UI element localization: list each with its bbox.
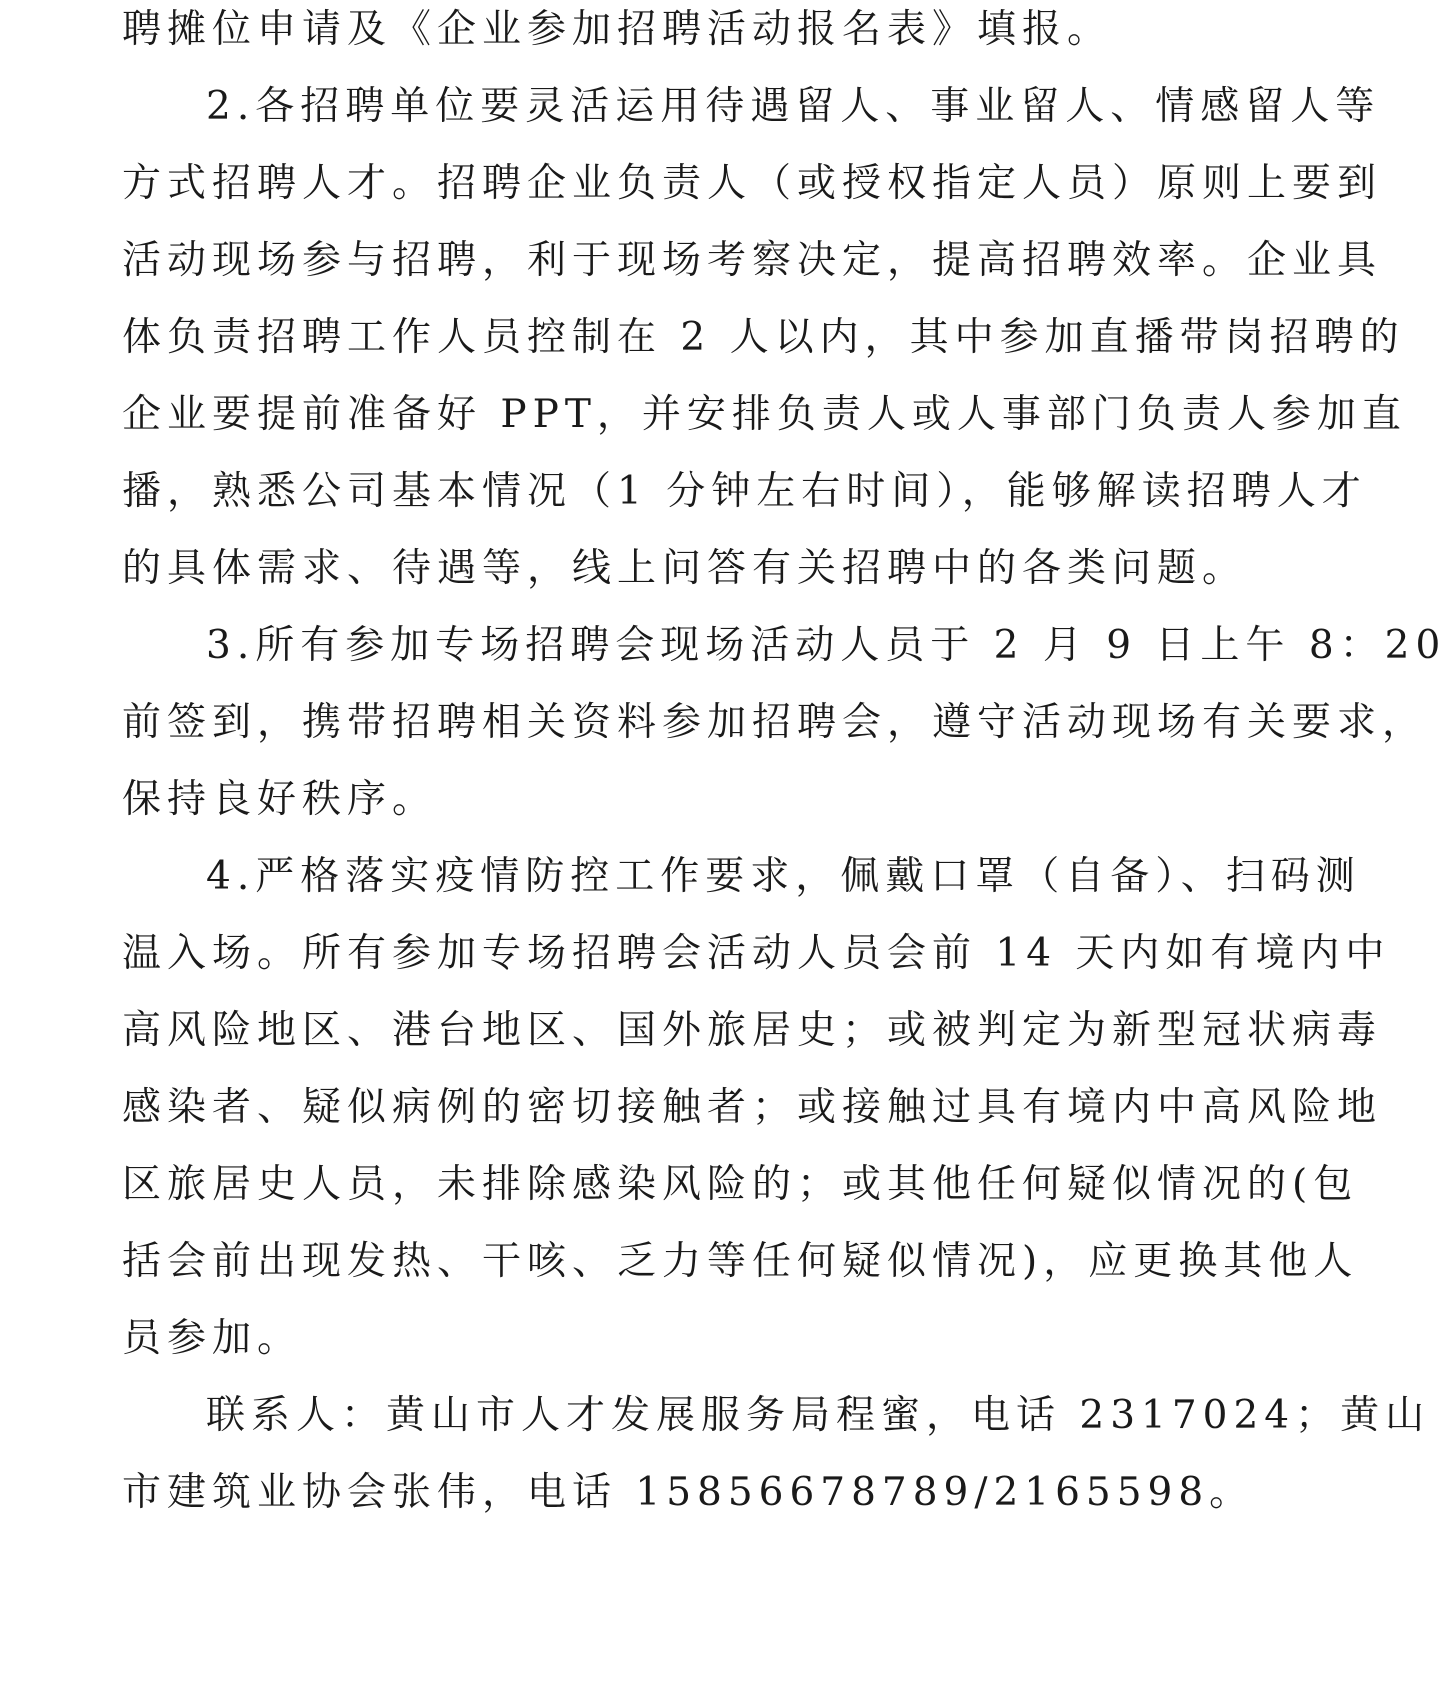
text-line: 方式招聘人才。招聘企业负责人（或授权指定人员）原则上要到 bbox=[122, 161, 1383, 206]
paragraph-4-start: 4.严格落实疫情防控工作要求，佩戴口罩（自备）、扫码测 bbox=[206, 854, 1361, 899]
paragraph-3-start: 3.所有参加专场招聘会现场活动人员于 2 月 9 日上午 8：20 bbox=[206, 623, 1446, 668]
text-line: 保持良好秩序。 bbox=[122, 777, 438, 822]
text-line: 高风险地区、港台地区、国外旅居史；或被判定为新型冠状病毒 bbox=[122, 1008, 1383, 1053]
paragraph-2-start: 2.各招聘单位要灵活运用待遇留人、事业留人、情感留人等 bbox=[206, 84, 1381, 129]
text-line: 员参加。 bbox=[122, 1316, 303, 1361]
contact-paragraph-start: 联系人：黄山市人才发展服务局程蜜，电话 2317024；黄山 bbox=[206, 1393, 1431, 1438]
text-line: 企业要提前准备好 PPT，并安排负责人或人事部门负责人参加直 bbox=[122, 392, 1407, 437]
text-line: 区旅居史人员，未排除感染风险的；或其他任何疑似情况的(包 bbox=[122, 1162, 1359, 1207]
text-line: 感染者、疑似病例的密切接触者；或接触过具有境内中高风险地 bbox=[122, 1085, 1383, 1130]
text-line: 的具体需求、待遇等，线上问答有关招聘中的各类问题。 bbox=[122, 546, 1248, 591]
text-line: 聘摊位申请及《企业参加招聘活动报名表》填报。 bbox=[122, 7, 1113, 52]
text-line: 温入场。所有参加专场招聘会活动人员会前 14 天内如有境内中 bbox=[122, 931, 1391, 976]
text-line: 播，熟悉公司基本情况（1 分钟左右时间），能够解读招聘人才 bbox=[122, 469, 1367, 514]
document-body bbox=[122, 0, 1446, 1531]
text-line: 活动现场参与招聘，利于现场考察决定，提高招聘效率。企业具 bbox=[122, 238, 1383, 283]
text-line: 体负责招聘工作人员控制在 2 人以内，其中参加直播带岗招聘的 bbox=[122, 315, 1405, 360]
text-line: 前签到，携带招聘相关资料参加招聘会，遵守活动现场有关要求， bbox=[122, 700, 1428, 745]
text-line: 括会前出现发热、干咳、乏力等任何疑似情况)，应更换其他人 bbox=[122, 1239, 1359, 1284]
text-line: 市建筑业协会张伟，电话 15856678789/2165598。 bbox=[122, 1470, 1255, 1515]
